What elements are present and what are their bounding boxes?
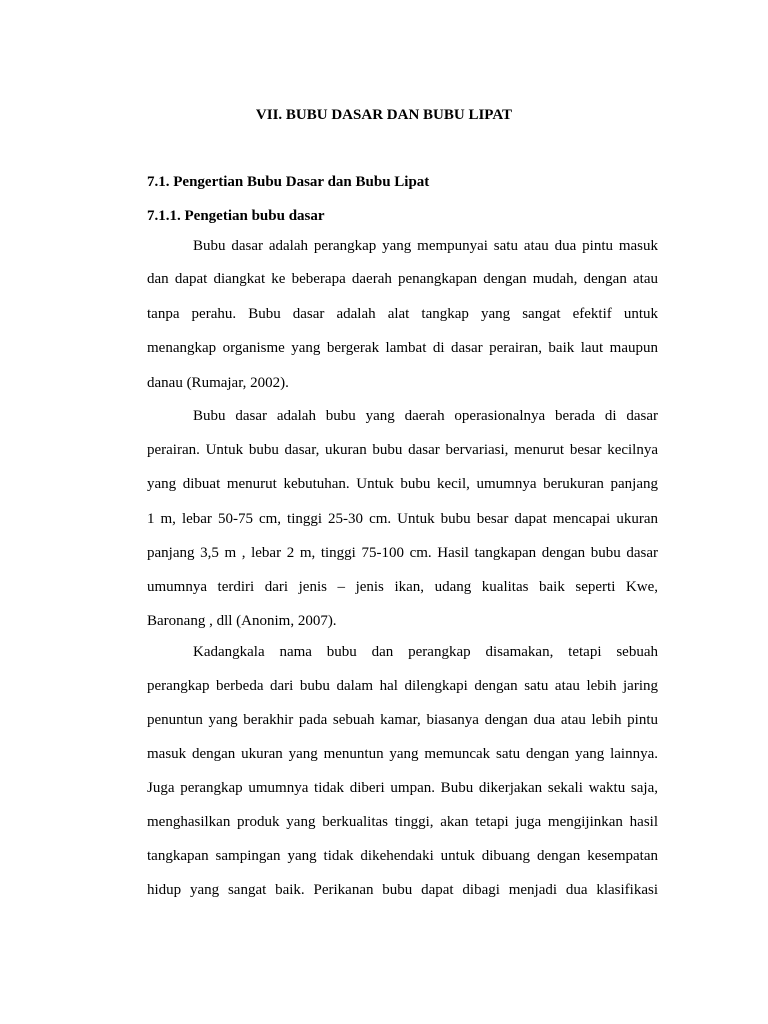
paragraph-line: Kadangkala nama bubu dan perangkap disamakan, tetapi sebuah bbox=[193, 644, 658, 660]
paragraph-line: umumnya terdiri dari jenis – jenis ikan, udang kualitas baik seperti Kwe, bbox=[147, 579, 658, 595]
paragraph-line: Bubu dasar adalah bubu yang daerah operasionalnya berada di dasar bbox=[193, 408, 658, 424]
paragraph-line: menangkap organisme yang bergerak lambat di dasar perairan, baik laut maupun bbox=[147, 340, 658, 356]
paragraph-line: penuntun yang berakhir pada sebuah kamar, biasanya dengan dua atau lebih pintu bbox=[147, 712, 658, 728]
paragraph-line: tanpa perahu. Bubu dasar adalah alat tangkap yang sangat efektif untuk bbox=[147, 306, 658, 322]
paragraph-line: menghasilkan produk yang berkualitas tinggi, akan tetapi juga mengijinkan hasil bbox=[147, 814, 658, 830]
paragraph-line: perairan. Untuk bubu dasar, ukuran bubu dasar bervariasi, menurut besar kecilnya bbox=[147, 442, 658, 458]
subsection-heading: 7.1.1. Pengetian bubu dasar bbox=[147, 208, 325, 224]
paragraph-line: masuk dengan ukuran yang menuntun yang memuncak satu dengan yang lainnya. bbox=[147, 746, 658, 762]
paragraph-line: Juga perangkap umumnya tidak diberi umpan. Bubu dikerjakan sekali waktu saja, bbox=[147, 780, 658, 796]
section-heading: 7.1. Pengertian Bubu Dasar dan Bubu Lipat bbox=[147, 174, 430, 190]
paragraph-line: tangkapan sampingan yang tidak dikehendaki untuk dibuang dengan kesempatan bbox=[147, 848, 658, 864]
paragraph-line: yang dibuat menurut kebutuhan. Untuk bubu kecil, umumnya berukuran panjang bbox=[147, 476, 658, 492]
paragraph-line: panjang 3,5 m , lebar 2 m, tinggi 75-100 cm. Hasil tangkapan dengan bubu dasar bbox=[147, 545, 658, 561]
paragraph-line: 1 m, lebar 50-75 cm, tinggi 25-30 cm. Untuk bubu besar dapat mencapai ukuran bbox=[147, 511, 658, 527]
chapter-title: VII. BUBU DASAR DAN BUBU LIPAT bbox=[255, 107, 513, 123]
paragraph-line: danau (Rumajar, 2002). bbox=[147, 375, 289, 391]
paragraph-line: Bubu dasar adalah perangkap yang mempunyai satu atau dua pintu masuk bbox=[193, 238, 658, 254]
paragraph-line: dan dapat diangkat ke beberapa daerah penangkapan dengan mudah, dengan atau bbox=[147, 271, 658, 287]
paragraph-line: perangkap berbeda dari bubu dalam hal dilengkapi dengan satu atau lebih jaring bbox=[147, 678, 658, 694]
paragraph-line: hidup yang sangat baik. Perikanan bubu dapat dibagi menjadi dua klasifikasi bbox=[147, 882, 658, 898]
paragraph-line: Baronang , dll (Anonim, 2007). bbox=[147, 613, 337, 629]
